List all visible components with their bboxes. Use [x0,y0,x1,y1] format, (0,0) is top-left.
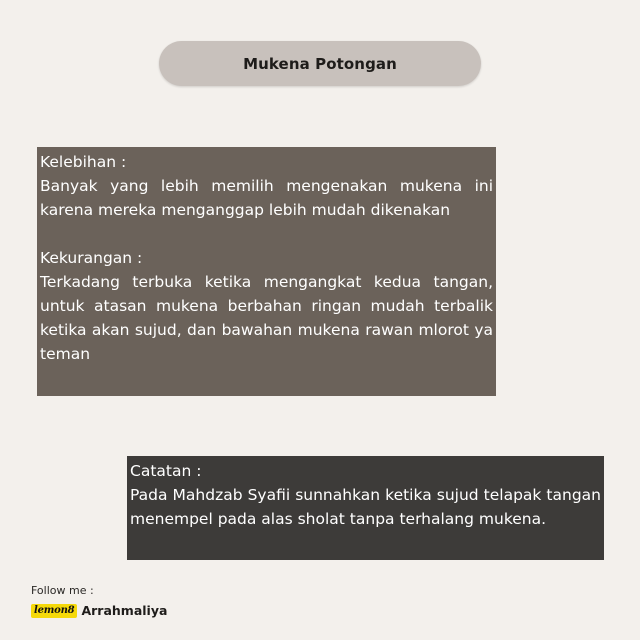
note-text: Pada Mahdzab Syafii sunnahkan ketika sujud telapak tangan menempel pada alas sholat tanpa terhalang mukena. [130,486,601,528]
account-name: Arrahmaliya [81,603,168,618]
lemon8-logo-icon: lemon8 [31,604,77,618]
info-box-main [37,147,496,396]
disadvantages-heading: Kekurangan : [40,249,143,267]
note-heading: Catatan : [130,462,202,480]
page-title: Mukena Potongan [243,54,397,73]
account-link[interactable] [31,603,167,618]
advantages-heading: Kelebihan : [40,153,127,171]
advantages-text: Banyak yang lebih memilih mengenakan mukena ini karena mereka menganggap lebih mudah dikenakan [40,177,493,219]
disadvantages-text: Terkadang terbuka ketika mengangkat kedua tangan, untuk atasan mukena berbahan ringan mudah terbalik ketika akan sujud, dan bawahan mukena rawan mlorot ya teman [40,273,493,363]
title-pill [159,41,481,86]
paragraph-spacer [40,222,493,246]
follow-label: Follow me : [31,584,94,597]
info-box-note [127,456,604,560]
